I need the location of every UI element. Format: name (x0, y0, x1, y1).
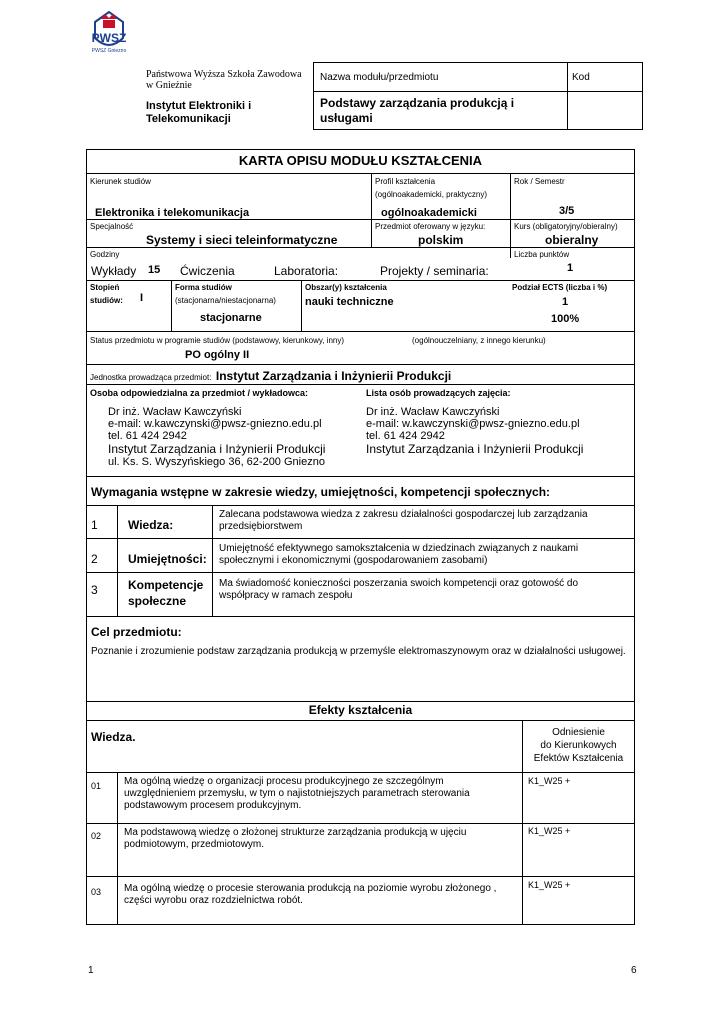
effect-num-3: 03 (91, 887, 102, 897)
degree-label (90, 283, 123, 306)
course-type-value: obieralny (545, 233, 599, 247)
institute-name-line1: Instytut Elektroniki i (146, 100, 252, 112)
exercises-label: Ćwiczenia (180, 264, 235, 278)
area-value: nauki techniczne (305, 296, 394, 308)
requirement-name-3 (128, 577, 203, 609)
requirement-name-2: Umiejętności: (128, 552, 207, 566)
study-form-value: stacjonarne (200, 312, 262, 324)
hours-label: Godziny (90, 250, 120, 259)
study-form-label-line1: Forma studiów (175, 283, 232, 292)
points-label: Liczba punktów (514, 250, 570, 259)
study-form-label (175, 283, 276, 306)
responsible-line: Dr inż. Wacław Kawczyński (108, 406, 242, 418)
ects-percent: 100% (551, 313, 580, 325)
school-logo (86, 8, 132, 54)
requirements-title: Wymagania wstępne w zakresie wiedzy, umiejętności, kompetencji społecznych: (91, 485, 551, 499)
effects-knowledge-heading: Wiedza. (91, 730, 136, 744)
responsible-label: Osoba odpowiedzialna za przedmiot / wykładowca: (90, 388, 309, 398)
status-label: Status przedmiotu w programie studiów (podstawowy, kierunkowy, inny) (90, 336, 345, 345)
requirement-name-3-line2: społeczne (128, 594, 187, 608)
effects-reference-header (522, 726, 635, 765)
status-value: PO ogólny II (185, 349, 250, 361)
svg-text:PWSZ: PWSZ (91, 31, 127, 45)
module-name-label: Nazwa modułu/przedmiotu (320, 72, 439, 83)
school-name-line1: Państwowa Wyższa Szkoła Zawodowa (146, 69, 302, 80)
projects-label: Projekty / seminaria: (380, 264, 489, 278)
goal-title: Cel przedmiotu: (91, 625, 182, 639)
study-form-label-line2: (stacjonarna/niestacjonarna) (175, 296, 276, 305)
language-value: polskim (418, 233, 464, 247)
lectures-label: Wykłady (91, 264, 137, 278)
school-name (146, 69, 302, 91)
requirement-name-3-line1: Kompetencje (128, 578, 204, 592)
teacher-phone: tel. 61 424 2942 (366, 430, 445, 442)
specialization-value: Systemy i sieci teleinformatyczne (146, 233, 338, 247)
requirement-name-1: Wiedza: (128, 518, 174, 532)
responsible-address: ul. Ks. S. Wyszyńskiego 36, 62-200 Gniezno (108, 456, 325, 468)
teachers-details (366, 406, 583, 456)
responsible-details (108, 406, 325, 468)
institute-name-line2: Telekomunikacji (146, 113, 231, 125)
effect-ref-1: K1_W25 + (528, 776, 571, 786)
effect-num-2: 02 (91, 831, 102, 841)
institute-name (146, 100, 251, 126)
requirement-num-2: 2 (91, 552, 98, 566)
effect-ref-2: K1_W25 + (528, 826, 571, 836)
profile-label-line1: Profil kształcenia (375, 177, 436, 186)
school-name-line2: w Gnieźnie (146, 80, 192, 91)
points-value: 1 (567, 262, 574, 274)
requirement-num-1: 1 (91, 518, 98, 532)
code-label: Kod (572, 72, 590, 83)
module-name: Podstawy zarządzania produkcją i usługami (320, 96, 515, 125)
effects-reference-line2: do Kierunkowych (540, 740, 617, 751)
field-label: Kierunek studiów (90, 177, 151, 186)
effects-title: Efekty kształcenia (308, 703, 413, 717)
effect-text-1: Ma ogólną wiedzę o organizacji procesu produkcyjnego ze szczególnym uwzględnieniem przemysłu, w tym o najistotniejszych parametrach sterowania podstawowym procesem produkcyjnym. (124, 776, 470, 811)
requirement-desc-3: Ma świadomość konieczności poszerzania swoich kompetencji oraz gotowość do współpracy w ramach zespołu (219, 578, 579, 601)
laboratory-label: Laboratoria: (274, 264, 339, 278)
area-label: Obszar(y) kształcenia (305, 283, 387, 292)
specialization-label: Specjalność (90, 222, 134, 231)
degree-label-line2: studiów: (90, 296, 123, 305)
profile-label-line2: (ogólnoakademicki, praktyczny) (375, 190, 488, 199)
effect-ref-3: K1_W25 + (528, 880, 571, 890)
effects-reference-line1: Odniesienie (552, 727, 605, 738)
requirement-desc-1: Zalecana podstawowa wiedza z zakresu działalności gospodarczej lub zarządzania przedsiębiorstwem (219, 509, 588, 532)
ects-label: Podział ECTS (liczba i %) (512, 283, 608, 292)
teachers-label: Lista osób prowadzących zajęcia: (366, 388, 511, 398)
field-value: Elektronika i telekomunikacja (95, 207, 250, 219)
responsible-email[interactable]: e-mail: w.kawczynski@pwsz-gniezno.edu.pl (108, 418, 322, 430)
unit-value: Instytut Zarządzania i Inżynierii Produkcji (215, 369, 452, 383)
requirement-desc-2: Umiejętność efektywnego samokształcenia w dziedzinach związanych z naukami społecznymi i ekonomicznymi (gospodarowaniem zasobami) (219, 543, 579, 566)
degree-label-line1: Stopień (90, 283, 120, 292)
effect-text-3: Ma ogólną wiedzę o procesie sterowania produkcją na poziomie wyrobu złożonego , części wyrobu oraz rozdzielnictwa robót. (124, 883, 497, 906)
ects-value: 1 (562, 296, 569, 308)
responsible-institute: Instytut Zarządzania i Inżynierii Produkcji (108, 442, 326, 456)
effects-reference-line3: Efektów Kształcenia (533, 753, 624, 764)
logo-caption: PWSZ Gniezno (91, 48, 127, 54)
unit-row (90, 367, 451, 385)
responsible-phone: tel. 61 424 2942 (108, 430, 187, 442)
degree-value: I (140, 292, 144, 304)
year-label: Rok / Semestr (514, 177, 565, 186)
teacher-institute: Instytut Zarządzania i Inżynierii Produkcji (366, 442, 584, 456)
requirement-num-3: 3 (91, 583, 98, 597)
status-label-alt: (ogólnouczelniany, z innego kierunku) (412, 336, 546, 345)
language-label: Przedmiot oferowany w języku: (375, 222, 486, 231)
effect-text-2: Ma podstawową wiedzę o złożonej strukturze zarządzania produkcją w ujęciu podmiotowym, przedmiotowym. (124, 827, 467, 850)
year-value: 3/5 (559, 205, 575, 217)
course-type-label: Kurs (obligatoryjny/obieralny) (514, 222, 618, 231)
teacher-line: Dr inż. Wacław Kawczyński (366, 406, 500, 418)
teacher-email[interactable]: e-mail: w.kawczynski@pwsz-gniezno.edu.pl (366, 418, 580, 430)
page-number-left: 1 (88, 965, 94, 976)
effect-num-1: 01 (91, 781, 102, 791)
goal-text: Poznanie i zrozumienie podstaw zarządzania produkcją w przemyśle elektromaszynowym oraz w działalności usługowej. (91, 646, 626, 657)
profile-label (375, 177, 487, 200)
profile-value: ogólnoakademicki (381, 207, 477, 219)
page-number-right: 6 (631, 965, 637, 976)
lectures-value: 15 (148, 264, 161, 276)
card-title: KARTA OPISU MODUŁU KSZTAŁCENIA (238, 153, 483, 168)
unit-label: Jednostka prowadząca przedmiot: (90, 373, 212, 382)
